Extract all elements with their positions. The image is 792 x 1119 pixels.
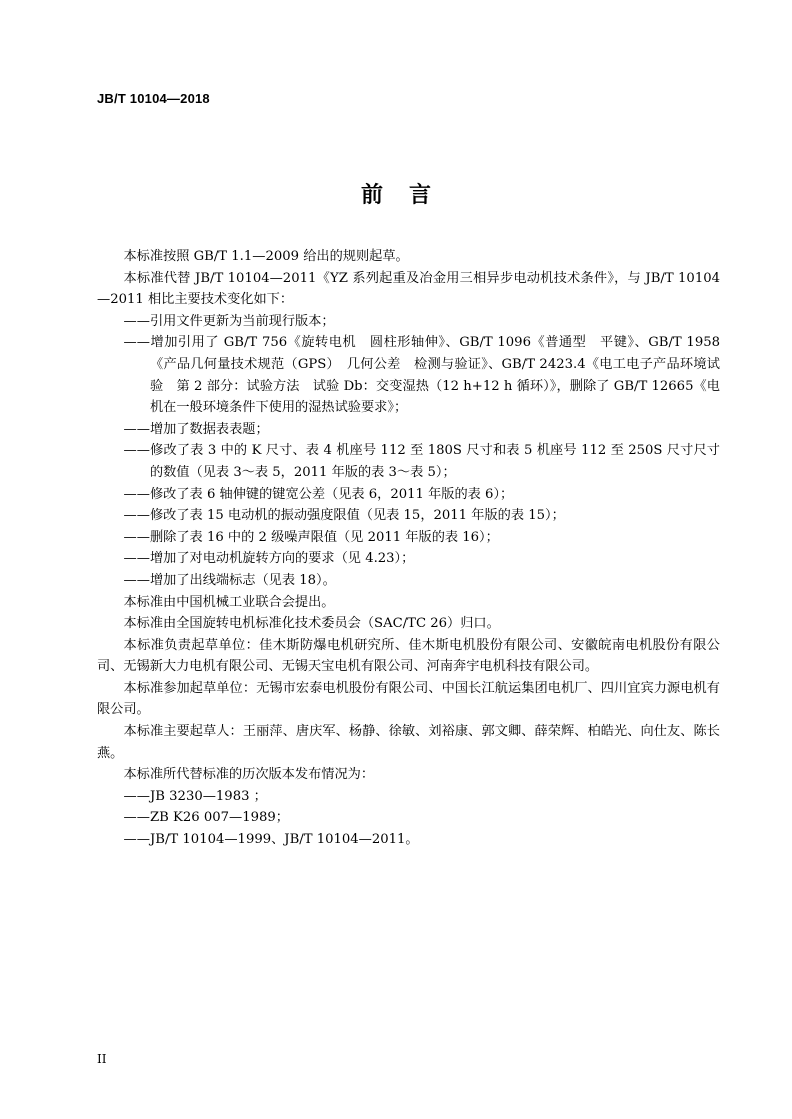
dash-marker: —— (123, 572, 150, 588)
change-item-text: 修改了表 15 电动机的振动强度限值（见表 15，2011 年版的表 15）； (150, 508, 565, 524)
paragraph-participating-drafters: 本标准参加起草单位：无锡市宏泰电机股份有限公司、中国长江航运集团电机厂、四川宜宾力源电机有限公司。 (97, 680, 720, 718)
change-item (97, 548, 720, 570)
change-item (97, 484, 720, 506)
paragraph-lead-drafters: 本标准负责起草单位：佳木斯防爆电机研究所、佳木斯电机股份有限公司、安徽皖南电机股份有限公司、无锡新大力电机有限公司、无锡天宝电机有限公司、河南奔宇电机科技有限公司。 (97, 637, 720, 675)
change-item (97, 311, 720, 333)
history-item (97, 807, 720, 829)
change-item-text: 增加了出线端标志（见表 18）。 (150, 572, 336, 588)
dash-marker: —— (123, 443, 150, 459)
change-item-text: 增加了数据表表题； (150, 421, 269, 437)
dash-marker: —— (123, 335, 150, 351)
change-item-text: 修改了表 3 中的 K 尺寸、表 4 机座号 112 至 180S 尺寸和表 5 机座号 112 至 250S 尺寸尺寸的数值（见表 3～表 5，2011 年版的表 3～表 5）； (150, 443, 720, 480)
change-item (97, 505, 720, 527)
change-item-text: 删除了表 16 中的 2 级噪声限值（见 2011 年版的表 16）； (150, 529, 499, 545)
change-item (97, 527, 720, 549)
dash-marker: —— (123, 529, 150, 545)
paragraph-history-intro: 本标准所代替标准的历次版本发布情况为： (123, 767, 375, 783)
paragraph-drafting-rules: 本标准按照 GB/T 1.1—2009 给出的规则起草。 (123, 249, 409, 264)
change-item-text: 修改了表 6 轴伸键的键宽公差（见表 6，2011 年版的表 6）； (150, 486, 514, 502)
history-item (97, 786, 720, 808)
page-title: 前言 (360, 182, 457, 208)
history-item-text: ZB K26 007—1989； (150, 810, 289, 826)
page-number: II (97, 1052, 107, 1066)
dash-marker: —— (123, 313, 150, 329)
standard-code-header: JB/T 10104—2018 (97, 91, 210, 106)
change-item (97, 419, 720, 441)
change-item-text: 引用文件更新为当前现行版本； (150, 313, 335, 329)
change-item (97, 570, 720, 592)
dash-marker: —— (123, 486, 150, 502)
dash-marker: —— (123, 788, 150, 804)
dash-marker: —— (123, 832, 150, 848)
paragraph-replaces: 本标准代替 JB/T 10104—2011《YZ 系列起重及冶金用三相异步电动机技术条件》，与 JB/T 10104—2011 相比主要技术变化如下： (97, 270, 720, 308)
change-item (97, 440, 720, 483)
paragraph-main-authors: 本标准主要起草人：王丽萍、唐庆军、杨静、徐敏、刘裕康、郭文卿、薛荣辉、柏皓光、向仕友、陈长燕。 (97, 724, 720, 761)
foreword-body (97, 246, 720, 851)
dash-marker: —— (123, 810, 150, 826)
paragraph-proposed-by: 本标准由中国机械工业联合会提出。 (123, 594, 335, 610)
change-item (97, 332, 720, 418)
dash-marker: —— (123, 421, 150, 437)
history-item-text: JB/T 10104—1999、JB/T 10104—2011。 (150, 832, 419, 848)
history-item (97, 829, 720, 851)
dash-marker: —— (123, 551, 150, 567)
change-item-text: 增加引用了 GB/T 756《旋转电机 圆柱形轴伸》、GB/T 1096《普通型 平键》、GB/T 1958《产品几何量技术规范（GPS） 几何公差 检测与验证》、GB/T 2423.4《电工电子产品环境试验 第 2 部分：试验方法 试验 Db：交变湿热（12 h+12 h 循环）》，删除了 GB/T 12665《电机在一般环境条件下使用的湿热试验要求》； (150, 335, 720, 416)
history-item-text: JB 3230—1983 ； (150, 788, 267, 804)
change-item-text: 增加了对电动机旋转方向的要求（见 4.23）； (150, 551, 415, 567)
paragraph-under-jurisdiction: 本标准由全国旋转电机标准化技术委员会（SAC/TC 26）归口。 (123, 616, 500, 632)
dash-marker: —— (123, 508, 150, 524)
